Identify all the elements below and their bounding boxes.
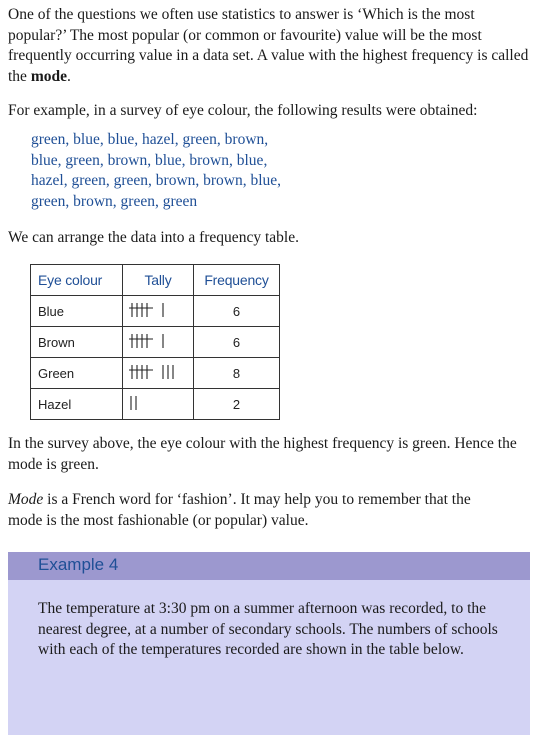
table-row <box>31 389 280 420</box>
intro-text: One of the questions we often use statistics to answer is ‘Which is the most popular?’ The most popular (or common or favourite) value will be the most frequently occurring value in a data set. A value with the highest frequency is called the <box>8 6 529 85</box>
tally-marks <box>129 302 168 318</box>
tally-group-five <box>129 302 153 318</box>
table-row <box>31 358 280 389</box>
cell-tally <box>123 296 194 327</box>
cell-tally <box>123 389 194 420</box>
example-title: Example 4 <box>38 555 119 574</box>
mode-note-paragraph <box>8 490 478 531</box>
mode-term: mode <box>30 67 67 85</box>
intro-text-end: . <box>66 67 71 85</box>
cell-frequency: 2 <box>194 389 280 420</box>
tally-singles <box>161 302 168 318</box>
cell-colour: Brown <box>31 327 123 358</box>
conclusion-paragraph: In the survey above, the eye colour with the highest frequency is green. Hence the mode is green. <box>8 435 517 473</box>
survey-data-line: hazel, green, green, brown, brown, blue, <box>31 172 282 189</box>
intro-paragraph <box>8 5 533 87</box>
cell-tally <box>123 327 194 358</box>
tally-singles <box>161 333 168 349</box>
example-header <box>8 552 530 580</box>
cell-tally <box>123 358 194 389</box>
table-row <box>31 296 280 327</box>
tally-marks <box>129 395 141 411</box>
tally-group-five <box>129 364 153 380</box>
tally-marks <box>129 364 178 380</box>
tally-group-five <box>129 333 153 349</box>
survey-data-line: blue, green, brown, blue, brown, blue, <box>31 151 268 169</box>
cell-colour: Green <box>31 358 123 389</box>
frequency-table <box>30 264 280 420</box>
tally-marks <box>129 333 168 349</box>
example-text: The temperature at 3:30 pm on a summer afternoon was recorded, to the nearest degree, at a number of secondary schools. The numbers of schools with each of the temperatures recorded are shown in the table below. <box>38 600 498 658</box>
survey-data-line: green, blue, blue, hazel, green, brown, <box>31 131 269 148</box>
header-frequency: Frequency <box>194 265 280 296</box>
table-header-row <box>31 265 280 296</box>
mode-italic-word: Mode <box>8 491 44 508</box>
survey-intro: For example, in a survey of eye colour, the following results were obtained: <box>8 102 478 119</box>
cell-frequency: 6 <box>194 296 280 327</box>
mode-note-text: is a French word for ‘fashion’. It may help you to remember that the mode is the most fashionable (or popular) value. <box>8 491 471 529</box>
survey-data-line: green, brown, green, green <box>31 192 198 210</box>
table-row <box>31 327 280 358</box>
cell-colour: Blue <box>31 296 123 327</box>
cell-colour: Hazel <box>31 389 123 420</box>
tally-singles <box>161 364 178 380</box>
cell-frequency: 8 <box>194 358 280 389</box>
header-tally: Tally <box>123 265 194 296</box>
tally-singles <box>129 395 141 411</box>
example-body <box>8 580 530 735</box>
header-eye-colour: Eye colour <box>31 265 123 296</box>
table-intro: We can arrange the data into a frequency table. <box>8 229 299 246</box>
cell-frequency: 6 <box>194 327 280 358</box>
